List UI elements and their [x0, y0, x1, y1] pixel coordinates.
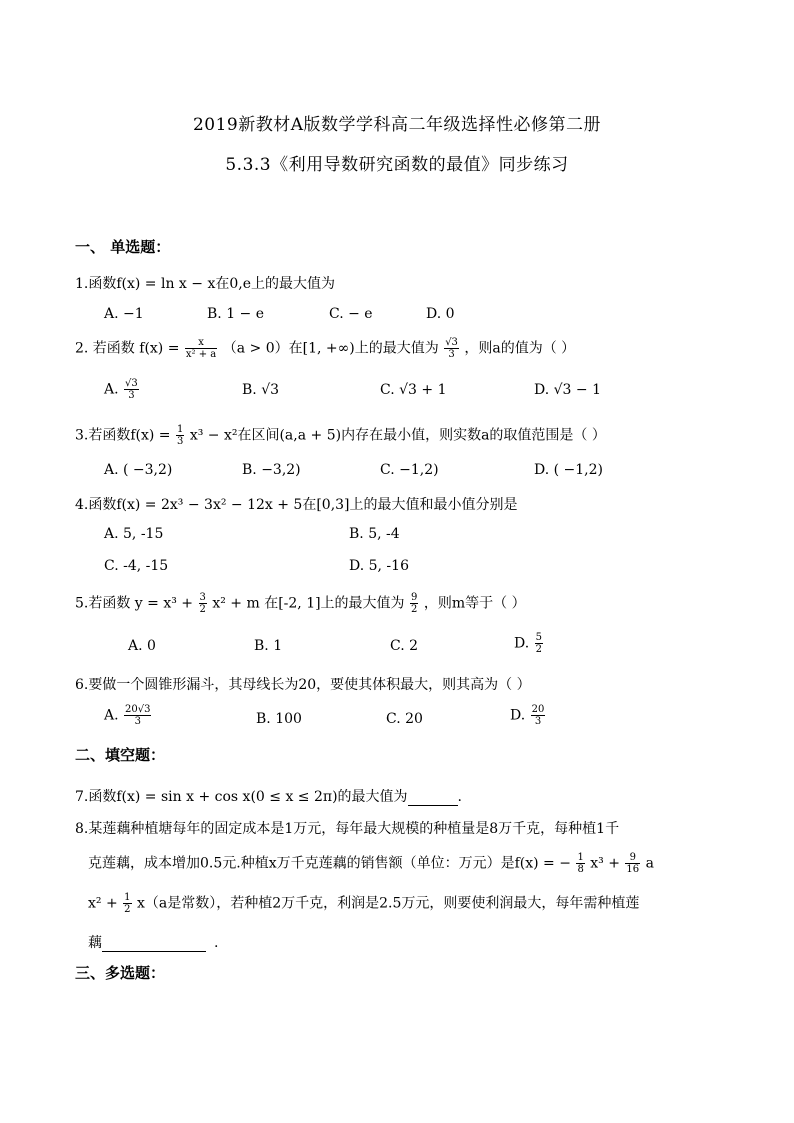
q6-option-d-label: D.	[510, 707, 526, 724]
q1-option-b: B. 1 − e	[207, 306, 265, 322]
q6-option-d-den: 3	[534, 716, 542, 727]
q8-line3-post: x（a是常数），若种植2万千克，利润是2.5万元，则要使利润最大，每年需种植莲	[136, 895, 640, 912]
q5-option-d-fraction	[535, 632, 543, 655]
q3-frac-num: 1	[177, 424, 184, 435]
q2-option-a-fraction	[124, 378, 139, 401]
question-5	[75, 592, 526, 615]
q5-frac-num: 3	[199, 592, 206, 603]
q5-frac2-den: 2	[411, 604, 418, 615]
q5-frac2-num: 9	[411, 592, 418, 603]
q3-option-c: C. −1,2)	[380, 462, 439, 478]
q6-option-c: C. 20	[386, 711, 423, 727]
question-8-line-3	[88, 892, 728, 915]
question-6: 6.要做一个圆锥形漏斗，其母线长为20，要使其体积最大，则其高为（ ）	[75, 677, 531, 693]
q2-option-a-num: √3	[125, 378, 138, 389]
q5-option-d-num: 5	[535, 632, 543, 643]
q5-option-c: C. 2	[390, 638, 419, 654]
q5-frac-den: 2	[199, 604, 206, 615]
q4-option-a: A. 5, -15	[104, 526, 164, 542]
q8-line2-post: a	[645, 855, 654, 872]
q8-line2-pre: 克莲藕，成本增加0.5元.种植x万千克莲藕的销售额（单位：万元）是f(x) = −	[88, 855, 571, 872]
q5-text-mid: x² + m 在[-2, 1]上的最大值为	[212, 595, 405, 612]
q8-fraction-3	[123, 892, 131, 915]
q2-option-a-den: 3	[128, 390, 135, 401]
q1-option-c: C. − e	[329, 306, 373, 322]
question-1: 1.函数f(x) = ln x − x在0,e上的最大值为	[75, 276, 335, 292]
q6-option-a-num: 20√3	[125, 704, 151, 715]
question-8-line-1: 8.某莲藕种植塘每年的固定成本是1万元，每年最大规模的种植量是8万千克，每种植1千	[75, 821, 620, 837]
question-8-line-4	[88, 932, 728, 952]
q3-text-post: x³ − x²在区间(a,a + 5)内存在最小值，则实数a的取值范围是（ ）	[189, 427, 606, 444]
q6-option-a-label: A.	[104, 707, 119, 724]
q5-option-a: A. 0	[128, 638, 156, 654]
q4-option-d: D. 5, -16	[349, 558, 409, 574]
q2-frac-den: x² + a	[185, 349, 217, 360]
q1-option-d: D. 0	[426, 306, 455, 322]
q7-text: 7.函数f(x) = sin x + cos x(0 ≤ x ≤ 2π)的最大值为	[75, 789, 408, 805]
q8-frac1-den: 8	[577, 864, 584, 875]
q8-frac1-num: 1	[577, 852, 584, 863]
q3-option-b: B. −3,2)	[242, 462, 301, 478]
q5-fraction-2	[410, 592, 418, 615]
section-single-choice: 一、 单选题：	[75, 238, 171, 256]
q2-option-d: D. √3 − 1	[534, 382, 601, 398]
q2-frac2-den: 3	[448, 349, 455, 360]
q5-option-d-label: D.	[514, 635, 530, 652]
q2-option-b: B. √3	[242, 382, 280, 398]
q5-option-d-den: 2	[535, 644, 543, 655]
question-7	[75, 786, 462, 806]
q7-answer-blank[interactable]	[408, 805, 458, 806]
q2-fraction-2	[444, 337, 459, 360]
q8-fraction-2	[625, 852, 640, 875]
q3-fraction	[176, 424, 184, 447]
q8-frac2-den: 16	[626, 864, 640, 875]
q6-option-d	[510, 704, 546, 727]
q5-text-post: ，则m等于（ ）	[423, 595, 526, 612]
q8-frac3-num: 1	[124, 892, 131, 903]
q8-line2-mid: x³ +	[590, 855, 620, 872]
q6-option-a-den: 3	[134, 716, 141, 727]
q5-text-pre: 5.若函数 y = x³ +	[75, 595, 194, 612]
q8-fraction-1	[576, 852, 584, 875]
q3-frac-den: 3	[177, 436, 184, 447]
question-8-line-2	[88, 852, 728, 875]
q4-option-c: C. -4, -15	[104, 558, 169, 574]
q8-frac3-den: 2	[124, 904, 131, 915]
q2-frac2-num: √3	[445, 337, 458, 348]
q5-fraction	[199, 592, 207, 615]
q6-option-d-fraction	[531, 704, 546, 727]
section-fill-in: 二、填空题：	[75, 746, 166, 764]
title-line-2: 5.3.3《利用导数研究函数的最值》同步练习	[225, 155, 569, 175]
question-4: 4.函数f(x) = 2x³ − 3x² − 12x + 5在[0,3]上的最大值和最小值分别是	[75, 497, 518, 513]
q2-text-post: ，则a的值为（ ）	[464, 340, 576, 357]
q2-frac-num: x	[185, 337, 217, 349]
q3-text-pre: 3.若函数f(x) =	[75, 427, 171, 444]
q2-option-a	[104, 378, 140, 401]
q2-option-a-label: A.	[104, 381, 119, 398]
question-2	[75, 337, 575, 360]
q1-option-a: A. −1	[104, 306, 144, 322]
q2-option-c: C. √3 + 1	[380, 382, 447, 398]
q6-option-b: B. 100	[256, 711, 302, 727]
q2-text-mid: （a > 0）在[1, +∞)上的最大值为	[222, 340, 439, 357]
q7-text-post: .	[457, 789, 462, 805]
title-line-1: 2019新教材A版数学学科高二年级选择性必修第二册	[192, 115, 602, 135]
q5-option-b: B. 1	[254, 638, 283, 654]
q5-option-d	[514, 632, 544, 655]
question-3	[75, 424, 606, 447]
q8-line4-pre: 藕	[88, 935, 102, 951]
q8-line3-pre: x² +	[88, 895, 118, 912]
q4-option-b: B. 5, -4	[349, 526, 400, 542]
q6-option-a-fraction	[124, 704, 151, 727]
q6-option-a	[104, 704, 152, 727]
q2-fraction	[185, 337, 217, 360]
q3-option-d: D. ( −1,2)	[534, 462, 603, 478]
q3-option-a: A. ( −3,2)	[104, 462, 173, 478]
q8-line4-post: .	[214, 935, 219, 951]
q2-text-pre: 2. 若函数 f(x) =	[75, 340, 180, 357]
q8-answer-blank[interactable]	[102, 951, 206, 952]
q6-option-d-num: 20	[531, 704, 545, 715]
section-multiple-choice: 三、多选题：	[75, 964, 166, 982]
q8-frac2-num: 9	[625, 852, 640, 864]
